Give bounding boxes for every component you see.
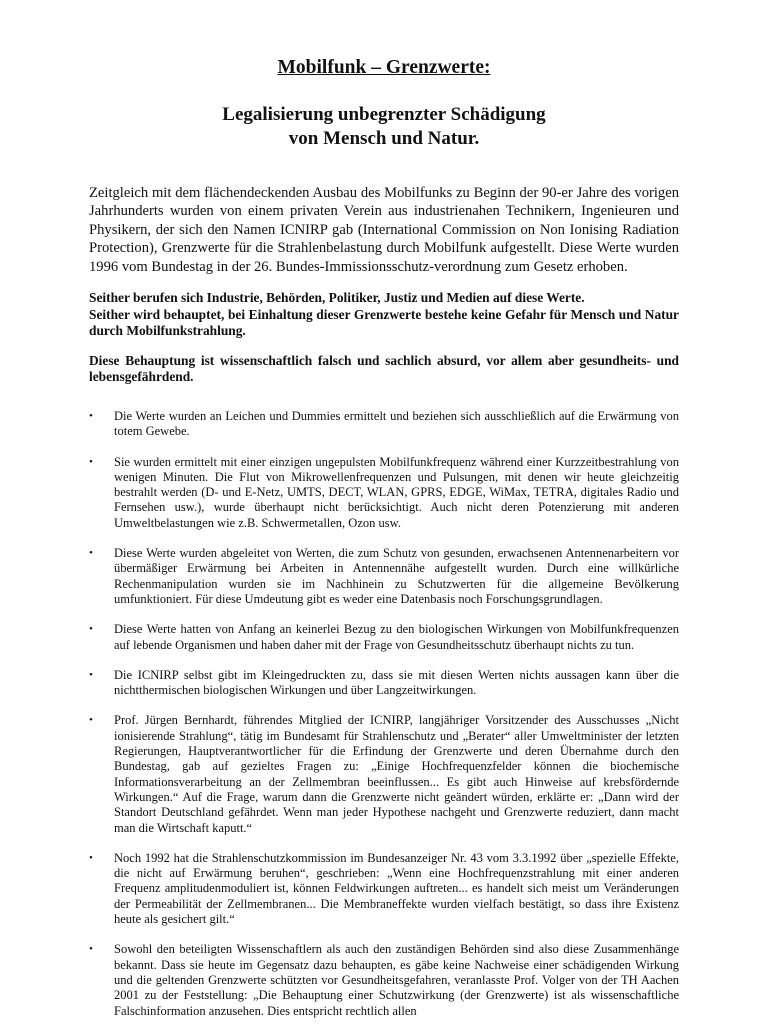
list-item bbox=[89, 942, 679, 1018]
list-item-text: Die Werte wurden an Leichen und Dummies ermittelt und beziehen sich ausschließlich auf die Erwärmung von totem Gewebe. bbox=[114, 409, 679, 439]
list-item-text: Noch 1992 hat die Strahlenschutzkommission im Bundesanzeiger Nr. 43 vom 3.3.1992 über „spezielle Effekte, die nicht auf Erwärmung beruhen“, geschrieben: „Wenn eine Hochfrequenzstrahlung mit einer anderen Frequenz amplitudenmoduliert ist, können Feldwirkungen auftreten... es handelt sich meist um Veränderungen der Permeabilität der Zellmembranen... Die Membraneffekte wurden vielfach bestätigt, so dass ihre Existenz heute als gesichert gilt.“ bbox=[114, 850, 679, 927]
subtitle-line-2: von Mensch und Natur. bbox=[288, 128, 480, 149]
document-subtitle bbox=[89, 103, 679, 151]
bullet-icon: • bbox=[89, 455, 93, 468]
list-item bbox=[89, 455, 679, 531]
list-item-text: Diese Werte wurden abgeleitet von Werten, die zum Schutz von gesunden, erwachsenen Antennenarbeitern vor übermäßiger Erwärmung bei Arbeiten in Antennennähe aufgestellt wurden. Durch eine willkürliche Rechenmanipulation wurden sie im Nachhinein zu Schutzwerten für die allgemeine Bevölkerung umfunktioniert. Für diese Umdeutung gibt es weder eine Datenbasis noch Forschungsgrundlagen. bbox=[114, 546, 679, 606]
list-item bbox=[89, 668, 679, 699]
document-title: Mobilfunk – Grenzwerte: bbox=[277, 57, 491, 78]
document-page bbox=[89, 56, 679, 1034]
list-item-text: Diese Werte hatten von Anfang an keinerlei Bezug zu den biologischen Wirkungen von Mobilfunkfrequenzen auf lebende Organismen und haben daher mit der Frage von Gesundheitsschutz überhaupt nichts zu tun. bbox=[114, 622, 679, 652]
subtitle-line-1: Legalisierung unbegrenzter Schädigung bbox=[222, 104, 546, 125]
bullet-list bbox=[89, 409, 679, 1019]
bold-statement-1: Seither berufen sich Industrie, Behörden, Politiker, Justiz und Medien auf diese Werte. bbox=[89, 290, 585, 306]
list-item-text: Sowohl den beteiligten Wissenschaftlern als auch den zuständigen Behörden sind also diese Zusammenhänge bekannt. Dass sie heute im Gegensatz dazu behaupten, es gäbe keine Nachweise einer schädigenden Wirkung und die geltenden Grenzwerte schützten vor Gesundheitsgefahren, veranlasste Prof. Volger von der TH Aachen 2001 zu der Feststellung: „Die Behauptung einer Schutzwirkung (der Grenzwerte) ist als wissenschaftliche Falschinformation anzusehen. Dies entspricht rechtlich allen bbox=[114, 942, 679, 1018]
intro-paragraph: Zeitgleich mit dem flächendeckenden Ausbau des Mobilfunks zu Beginn der 90-er Jahre des vorigen Jahrhunderts wurden von einem privaten Verein aus industrienahen Technikern, Ingenieuren und Physikern, der sich den Namen ICNIRP gab (International Commission on Non Ionising Radiation Protection), Grenzwerte für die Strahlenbelastung durch Mobilfunk aufgestellt. Diese Werte wurden 1996 vom Bundestag in der 26. Bundes-Immissionsschutz-verordnung zum Gesetz erhoben. bbox=[89, 185, 679, 275]
list-item-text: Prof. Jürgen Bernhardt, führendes Mitglied der ICNIRP, langjähriger Vorsitzender des Ausschusses „Nicht ionisierende Strahlung“, tätig im Bundesamt für Strahlenschutz und „Berater“ aller Umweltminister der letzten Regierungen, Hauptverantwortlicher für die Erfindung der Grenzwerte und deren Übernahme durch den Bundestag, gab auf gezieltes Fragen zu: „Einige Hochfrequenzfelder können die biochemische Informationsverarbeitung an der Zellmembran beeinflussen... Es gibt auch Hinweise auf krebsfördernde Wirkungen.“ Auf die Frage, warum dann die Grenzwerte nicht geändert würden, erklärte er: „Dann wird der Standort Deutschland gefährdet. Wenn man jeder Hypothese nachgeht und Grenzwerte reduziert, dann macht man die Wirtschaft kaputt.“ bbox=[114, 713, 679, 835]
bullet-icon: • bbox=[89, 714, 93, 727]
bold-statement-3: Diese Behauptung ist wissenschaftlich falsch und sachlich absurd, vor allem aber gesundheits- und lebensgefährdend. bbox=[89, 352, 679, 385]
bullet-icon: • bbox=[89, 851, 93, 864]
bullet-icon: • bbox=[89, 547, 93, 560]
bullet-icon: • bbox=[89, 668, 93, 681]
list-item bbox=[89, 713, 679, 835]
list-item bbox=[89, 409, 679, 440]
bullet-icon: • bbox=[89, 943, 93, 956]
list-item-text: Sie wurden ermittelt mit einer einzigen ungepulsten Mobilfunkfrequenz während einer Kurzzeitbestrahlung von wenigen Minuten. Die Flut von Mikrowellenfrequenzen und Pulsungen, mit denen wir heute gleichzeitig bestrahlt werden (D- und E-Netz, UMTS, DECT, WLAN, GPRS, EDGE, WiMax, TETRA, digitales Radio und Fernsehen usw.), wurde überhaupt nicht berücksichtigt. Auch nicht deren Potenzierung mit anderen Umweltbelastungen wie z.B. Schwermetallen, Ozon usw. bbox=[114, 454, 679, 530]
list-item bbox=[89, 851, 679, 927]
bold-statement-2: Seither wird behauptet, bei Einhaltung dieser Grenzwerte bestehe keine Gefahr für Mensch und Natur durch Mobilfunkstrahlung. bbox=[89, 306, 679, 339]
bullet-icon: • bbox=[89, 410, 93, 422]
list-item bbox=[89, 546, 679, 607]
bullet-icon: • bbox=[89, 623, 93, 636]
list-item bbox=[89, 622, 679, 653]
list-item-text: Die ICNIRP selbst gibt im Kleingedruckten zu, dass sie mit diesen Werten nichts aussagen kann über die nichtthermischen biologischen Wirkungen und über Langzeitwirkungen. bbox=[114, 667, 679, 698]
